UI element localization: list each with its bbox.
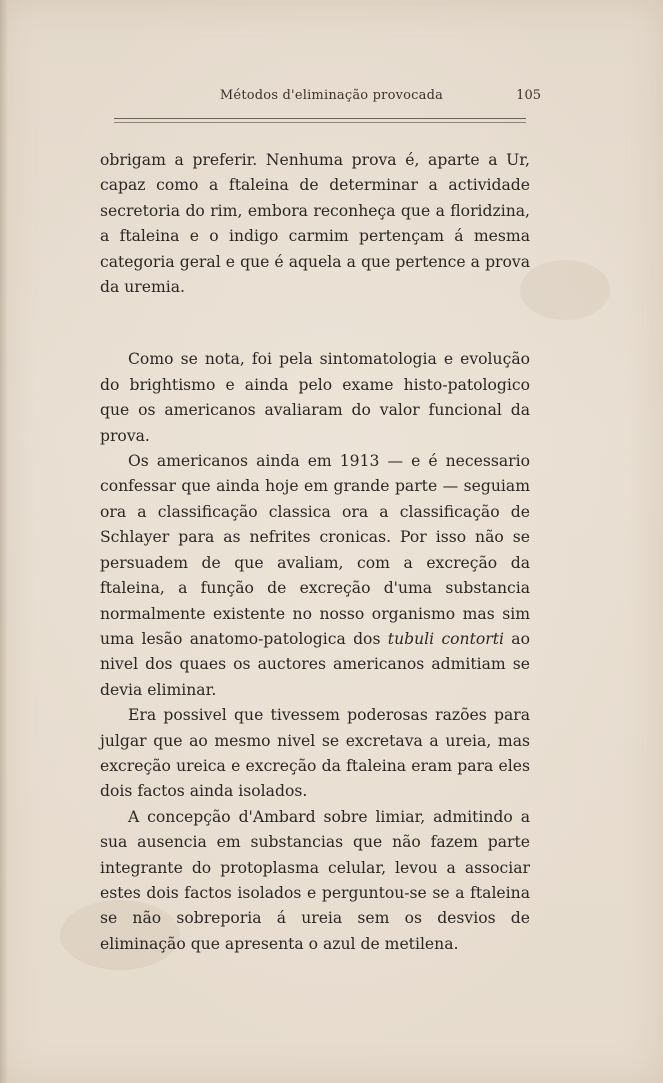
latin-term: tubuli contorti — [387, 629, 504, 648]
running-title: Métodos d'eliminação provocada — [219, 88, 444, 103]
page-header — [0, 82, 663, 104]
page-number: 105 — [516, 88, 541, 103]
paragraph-gap — [100, 300, 530, 347]
page-edge-shadow — [0, 0, 8, 1083]
paragraph-2: Como se nota, foi pela sintomatologia e evolução do brightismo e ainda pelo exame histo-patologico que os americanos avaliaram do valor funcional da prova. — [100, 350, 530, 445]
paper-stain — [520, 260, 610, 320]
paragraph-3 — [100, 449, 530, 703]
paragraph-1: obrigam a preferir. Nenhuma prova é, aparte a Ur, capaz como a ftaleina de determinar a actividade secretoria do rim, embora reconheça que a floridzina, a ftaleina e o indigo carmim pertençam á mesma categoria geral e que é aquela a que pertence a prova da uremia. — [100, 151, 530, 297]
header-rule-secondary — [114, 122, 526, 123]
paragraph-5: A concepção d'Ambard sobre limiar, admitindo a sua ausencia em substancias que não fazem parte integrante do protoplasma celular, levou a associar estes dois factos isolados e perguntou-se se a ftaleina se não sobreporia á ureia sem os desvios de eliminação que apresenta o azul de metilena. — [100, 807, 530, 953]
header-rule — [114, 118, 526, 119]
paragraph-3-text-start: Os americanos ainda em 1913 — e é necessario confessar que ainda hoje em grande parte — seguiam ora a classificação classica ora a classificação de Schlayer para as nefrites cronicas. Por isso não se persuadem de que avaliam, com a excreção da ftaleina, a função de excreção d'uma substancia normalmente existente no nosso organismo mas sim uma lesão anatomo-patologica dos — [100, 452, 530, 648]
body-text — [100, 148, 530, 957]
paragraph-4: Era possivel que tivessem poderosas razões para julgar que ao mesmo nivel se excretava a ureia, mas excreção ureica e excreção da ftaleina eram para eles dois factos ainda isolados. — [100, 706, 530, 801]
paragraph-3-text-end: ao nivel dos quaes os auctores americanos admitiam se devia eliminar. — [100, 629, 530, 699]
